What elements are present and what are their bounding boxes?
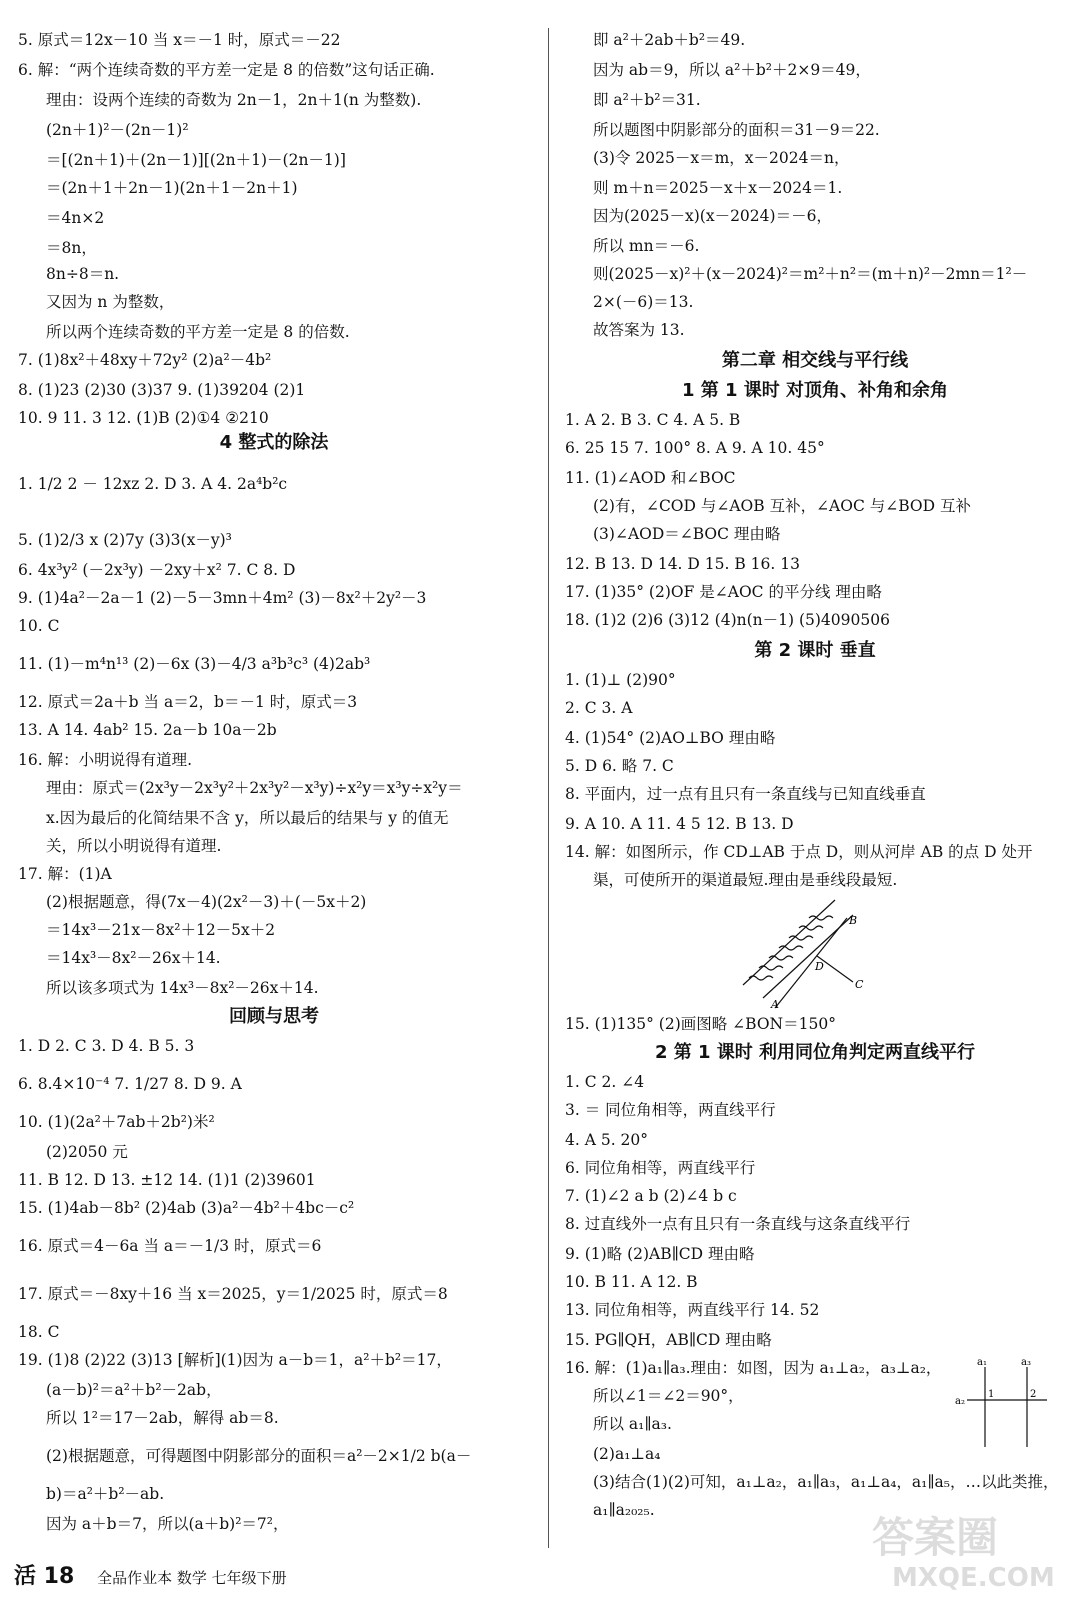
right-line: 17. (1)35° (2)OF 是∠AOC 的平分线 理由略: [565, 583, 882, 601]
left-line: 关，所以小明说得有道理.: [46, 837, 222, 855]
right-line: 6. 同位角相等，两直线平行: [565, 1159, 756, 1177]
left-line: 15. (1)4ab－8b² (2)4ab (3)a²－4b²＋4bc－c²: [18, 1199, 355, 1217]
left-line: 所以 1²＝17－2ab，解得 ab＝8.: [46, 1409, 279, 1427]
left-line: 6. 解：“两个连续奇数的平方差一定是 8 的倍数”这句话正确.: [18, 61, 435, 79]
right-line: 所以题图中阴影部分的面积＝31－9＝22.: [593, 121, 880, 139]
section-heading: 4 整式的除法: [219, 432, 329, 453]
right-line: 11. (1)∠AOD 和∠BOC: [565, 469, 736, 487]
right-line: 3. ＝ 同位角相等，两直线平行: [565, 1101, 776, 1119]
parallel-lines-figure: [955, 1355, 1055, 1455]
column-divider: [548, 28, 549, 1548]
section-heading: 2 第 1 课时 利用同位角判定两直线平行: [654, 1042, 976, 1063]
section-heading: 1 第 1 课时 对顶角、补角和余角: [681, 380, 949, 401]
left-line: (2)2050 元: [46, 1143, 128, 1161]
right-line: 因为 ab＝9，所以 a²＋b²＋2×9＝49，: [593, 61, 871, 79]
right-line: a₁∥a₂₀₂₅.: [593, 1501, 655, 1519]
left-line: 10. (1)(2a²＋7ab＋2b²)米²: [18, 1113, 215, 1131]
left-line: 10. C: [18, 617, 60, 635]
right-line: 故答案为 13.: [593, 321, 685, 339]
left-line: 6. 4x³y² (－2x³y) －2xy＋x² 7. C 8. D: [18, 561, 296, 579]
right-line: 因为(2025－x)(x－2024)＝－6，: [593, 207, 832, 225]
left-line: 8. (1)23 (2)30 (3)37 9. (1)39204 (2)1: [18, 381, 306, 399]
left-line: x.因为最后的化简结果不含 y，所以最后的结果与 y 的值无: [46, 809, 449, 827]
left-line: 9. (1)4a²－2a－1 (2)－5－3mn＋4m² (3)－8x²＋2y²－3: [18, 589, 427, 607]
left-line: 7. (1)8x²＋48xy＋72y² (2)a²－4b²: [18, 351, 272, 369]
label-a: A: [771, 998, 779, 1010]
right-line: 10. B 11. A 12. B: [565, 1273, 698, 1291]
left-line: 13. A 14. 4ab² 15. 2a－b 10a－2b: [18, 721, 277, 739]
left-line: 18. C: [18, 1323, 60, 1341]
right-line: 8. 平面内，过一点有且只有一条直线与已知直线垂直: [565, 785, 926, 803]
left-line: 19. (1)8 (2)22 (3)13 [解析](1)因为 a－b＝1，a²＋b²＝17，: [18, 1351, 452, 1369]
left-line: 8n÷8＝n.: [46, 265, 120, 283]
page-footer: [14, 1566, 287, 1589]
left-line: ＝14x³－8x²－26x＋14.: [46, 949, 221, 967]
right-line: 所以 a₁∥a₃.: [593, 1415, 672, 1433]
right-line: 1. A 2. B 3. C 4. A 5. B: [565, 411, 741, 429]
left-line: 12. 原式＝2a＋b 当 a＝2，b＝－1 时，原式＝3: [18, 693, 358, 711]
right-line: 则 m＋n＝2025－x＋x－2024＝1.: [593, 179, 843, 197]
left-line: (a－b)²＝a²＋b²－2ab，: [46, 1381, 222, 1399]
right-line: 5. D 6. 略 7. C: [565, 757, 674, 775]
left-line: 1. 1/2 2 － 12xz 2. D 3. A 4. 2a⁴b²c: [18, 475, 288, 493]
right-line: 即 a²＋b²＝31.: [593, 91, 701, 109]
right-line: 渠，可使所开的渠道最短.理由是垂线段最短.: [593, 871, 898, 889]
left-line: ＝[(2n＋1)＋(2n－1)][(2n＋1)－(2n－1)]: [46, 151, 346, 169]
left-line: (2)根据题意，可得题图中阴影部分的面积＝a²－2×1/2 b(a－: [46, 1447, 472, 1465]
section-heading: 第二章 相交线与平行线: [721, 350, 909, 371]
left-line: 所以两个连续奇数的平方差一定是 8 的倍数.: [46, 323, 350, 341]
right-line: 9. A 10. A 11. 4 5 12. B 13. D: [565, 815, 794, 833]
left-line: 又因为 n 为整数，: [46, 293, 175, 311]
left-line: 10. 9 11. 3 12. (1)B (2)①4 ②210: [18, 409, 269, 427]
right-line: 14. 解：如图所示，作 CD⊥AB 于点 D，则从河岸 AB 的点 D 处开: [565, 843, 1033, 861]
left-line: 理由：设两个连续的奇数为 2n－1，2n＋1(n 为整数).: [46, 91, 422, 109]
right-line: 2. C 3. A: [565, 699, 633, 717]
left-line: 16. 原式＝4－6a 当 a＝－1/3 时，原式＝6: [18, 1237, 322, 1255]
right-line: (2)有，∠COD 与∠AOB 互补，∠AOC 与∠BOD 互补: [593, 497, 971, 515]
left-line: 11. (1)－m⁴n¹³ (2)－6x (3)－4/3 a³b³c³ (4)2ab³: [18, 655, 371, 673]
left-line: ＝14x³－21x－8x²＋12－5x＋2: [46, 921, 276, 939]
left-line: ＝4n×2: [46, 209, 105, 227]
left-line: 理由：原式＝(2x³y－2x³y²＋2x³y²－x³y)÷x²y＝x³y÷x²y＝: [46, 779, 463, 797]
section-heading: 第 2 课时 垂直: [754, 640, 876, 661]
right-line: 12. B 13. D 14. D 15. B 16. 13: [565, 555, 800, 573]
watermark-text: 答案圈: [872, 1513, 999, 1562]
label-angle-2: 2: [1030, 1389, 1037, 1400]
right-line: 15. (1)135° (2)画图略 ∠BON＝150°: [565, 1015, 836, 1033]
left-line: (2n＋1)²－(2n－1)²: [46, 121, 189, 139]
left-line: ＝(2n＋1＋2n－1)(2n＋1－2n＋1): [46, 179, 298, 197]
label-d: D: [815, 960, 824, 973]
book-title: 全品作业本 数学 七年级下册: [97, 1569, 287, 1587]
right-line: 13. 同位角相等，两直线平行 14. 52: [565, 1301, 820, 1319]
right-line: (3)∠AOD＝∠BOC 理由略: [593, 525, 781, 543]
left-line: ＝8n，: [46, 239, 97, 257]
right-line: 1. C 2. ∠4: [565, 1073, 645, 1091]
left-line: 6. 8.4×10⁻⁴ 7. 1/27 8. D 9. A: [18, 1075, 242, 1093]
right-line: 8. 过直线外一点有且只有一条直线与这条直线平行: [565, 1215, 911, 1233]
right-line: 9. (1)略 (2)AB∥CD 理由略: [565, 1245, 755, 1263]
right-line: 1. (1)⊥ (2)90°: [565, 671, 676, 689]
left-line: 17. 原式＝－8xy＋16 当 x＝2025，y＝1/2025 时，原式＝8: [18, 1285, 448, 1303]
right-line: 4. A 5. 20°: [565, 1131, 649, 1149]
left-line: 11. B 12. D 13. ±12 14. (1)1 (2)39601: [18, 1171, 316, 1189]
left-line: 1. D 2. C 3. D 4. B 5. 3: [18, 1037, 195, 1055]
left-line: 17. 解：(1)A: [18, 865, 112, 883]
right-line: 2×(－6)＝13.: [593, 293, 694, 311]
label-a1: a₁: [977, 1357, 987, 1368]
left-line: 所以该多项式为 14x³－8x²－26x＋14.: [46, 979, 319, 997]
river-perpendicular-figure: [735, 890, 875, 1010]
label-c: C: [855, 978, 864, 991]
left-line: b)＝a²＋b²－ab.: [46, 1485, 165, 1503]
left-line: 16. 解：小明说得有道理.: [18, 751, 193, 769]
label-b: B: [849, 914, 858, 927]
left-line: (2)根据题意，得(7x－4)(2x²－3)＋(－5x＋2): [46, 893, 367, 911]
label-a3: a₃: [1021, 1357, 1031, 1368]
right-line: 所以 mn＝－6.: [593, 237, 700, 255]
right-line: (3)令 2025－x＝m，x－2024＝n，: [593, 149, 850, 167]
right-line: (3)结合(1)(2)可知，a₁⊥a₂，a₁∥a₃，a₁⊥a₄，a₁∥a₅，…以此类推，: [593, 1473, 1059, 1491]
right-line: (2)a₁⊥a₄: [593, 1445, 661, 1463]
right-line: 16. 解：(1)a₁∥a₃.理由：如图，因为 a₁⊥a₂，a₃⊥a₂，: [565, 1359, 942, 1377]
right-line: 即 a²＋2ab＋b²＝49.: [593, 31, 746, 49]
label-angle-1: 1: [988, 1389, 995, 1400]
label-a2: a₂: [955, 1396, 965, 1407]
right-line: 6. 25 15 7. 100° 8. A 9. A 10. 45°: [565, 439, 825, 457]
left-line: 5. (1)2/3 x (2)7y (3)3(x－y)³: [18, 531, 232, 549]
right-line: 7. (1)∠2 a b (2)∠4 b c: [565, 1187, 737, 1205]
right-line: 4. (1)54° (2)AO⊥BO 理由略: [565, 729, 776, 747]
right-line: 所以∠1＝∠2＝90°，: [593, 1387, 744, 1405]
page-number: 活 18: [14, 1564, 75, 1589]
right-line: 18. (1)2 (2)6 (3)12 (4)n(n－1) (5)4090506: [565, 611, 890, 629]
right-line: 15. PG∥QH，AB∥CD 理由略: [565, 1331, 772, 1349]
watermark-logo: [862, 1502, 1072, 1594]
section-heading: 回顾与思考: [229, 1006, 319, 1027]
left-line: 因为 a＋b＝7，所以(a＋b)²＝7²，: [46, 1515, 289, 1533]
left-line: 5. 原式＝12x－10 当 x＝－1 时，原式＝－22: [18, 31, 341, 49]
watermark-url: MXQE.COM: [892, 1563, 1055, 1593]
right-line: 则(2025－x)²＋(x－2024)²＝m²＋n²＝(m＋n)²－2mn＝1²－: [593, 265, 1028, 283]
